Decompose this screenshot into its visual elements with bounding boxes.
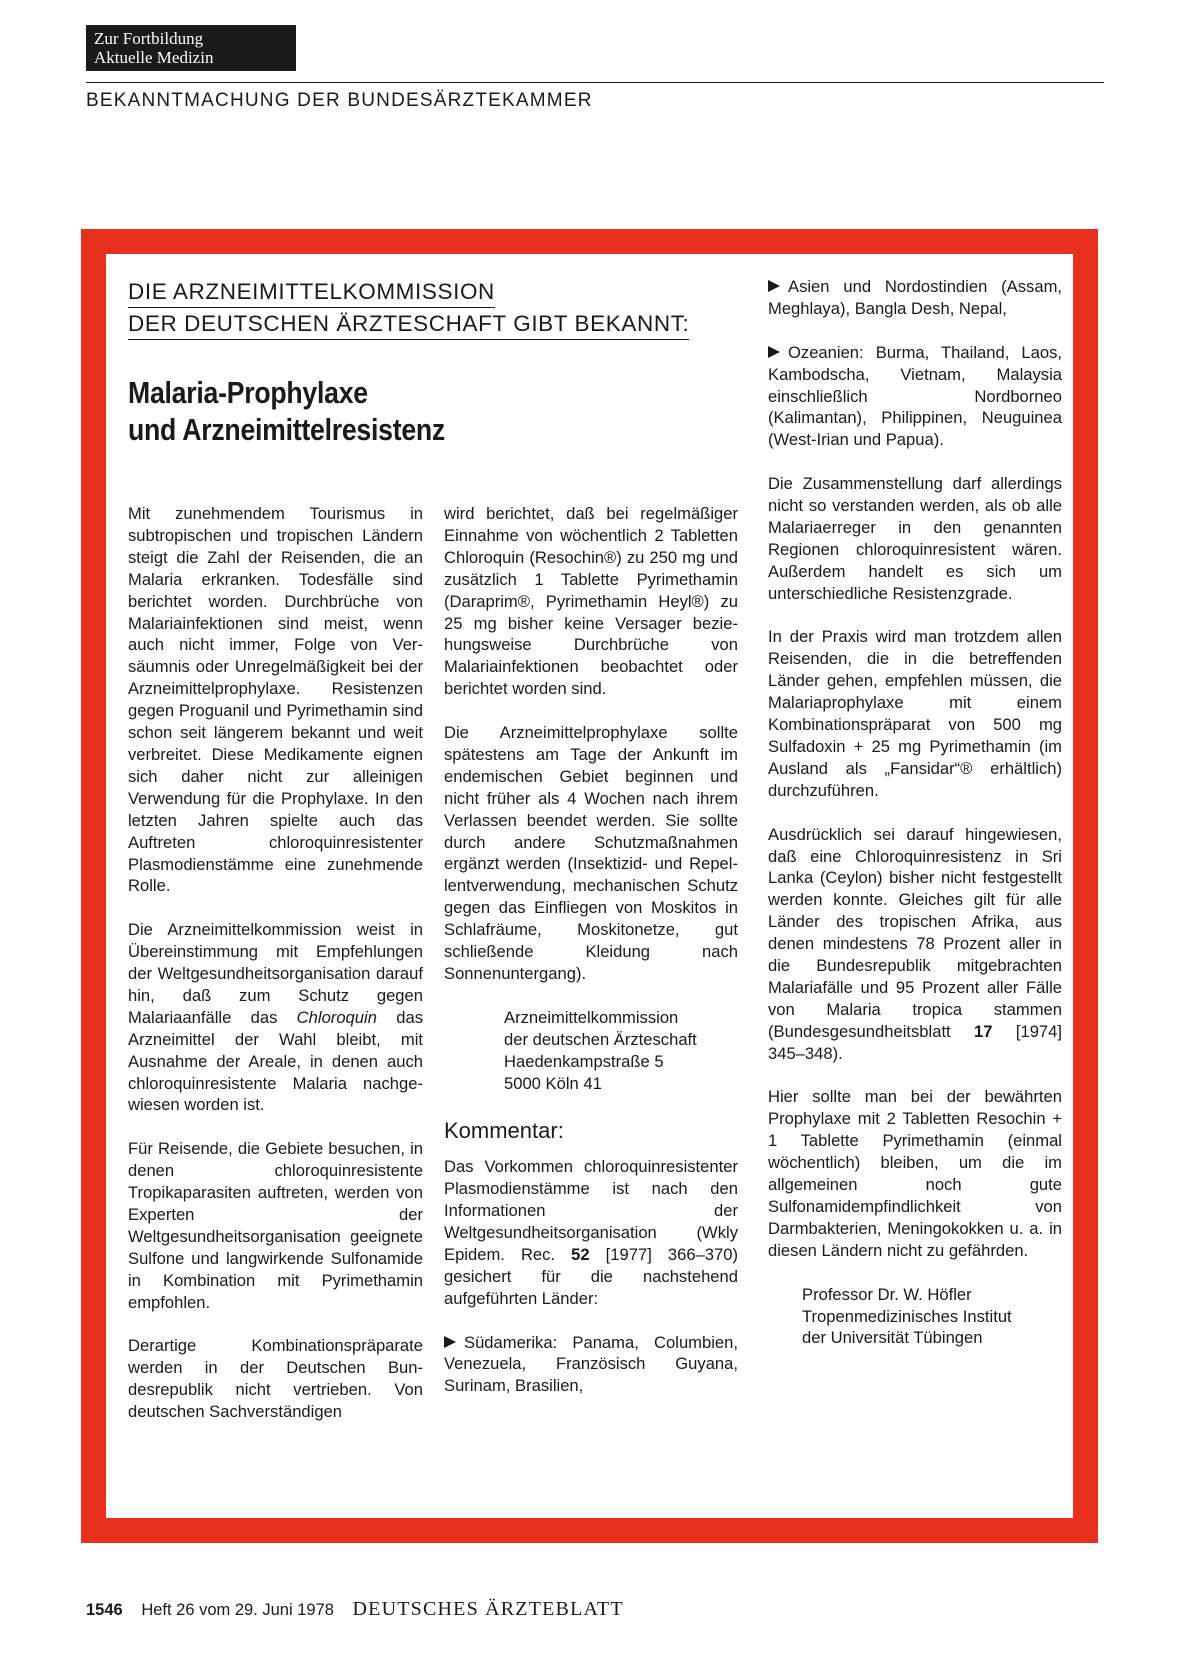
address-line: Arzneimittelkommission [504,1007,679,1027]
article-title-line2: und Arzneimittelresistenz [128,412,445,447]
paragraph: Mit zunehmendem Tourismus in subtropischen und tropischen Ländern steigt die Zahl der Reisenden, die an Malaria erkranken. Todesfälle sind berichtet worden. Durchbrüche von Malariainfektionen sind meist, wenn auch nicht immer, Folge von Versäumnis oder Unregelmäßigkeit bei der Arzneimittelprophylaxe. Resistenzen gegen Proguanil und Pyrimethamin sind schon seit längerem bekannt und weit verbreitet. Diese Medikamente eignen sich daher nicht zur alleinigen Verwendung für die Prophylaxe. In den letzten Jahren spielte auch das Auftreten chloroquinresistenter Plasmodienstämme eine zunehmende Rolle. [128,504,423,896]
issue-info: Heft 26 vom 29. Juni 1978 [141,1601,334,1619]
column-2 [444,503,738,1419]
paragraph: Derartige Kombinationspräparate werden in der Deutschen Bundesrepublik nicht vertrieben. Von deutschen Sachverständigen [128,1336,423,1422]
kicker [128,276,689,340]
article-title [128,374,445,448]
announcement-heading: BEKANNTMACHUNG DER BUNDESÄRZTEKAMMER [86,90,593,111]
section-label-line2: Aktuelle Medizin [94,48,214,67]
paragraph: Für Reisende, die Gebiete besuchen, in denen chloroquinresistente Tropikaparasiten auftreten, werden von Experten der Weltgesundheitsorganisation geeignete Sulfone und langwirkende Sulfonamide in Kombination mit Pyrimethamin empfohlen. [128,1139,423,1312]
bullet-item: Südamerika: Panama, Columbien, Venezuela, Französisch Guyana, Surinam, Brasilien, [444,1332,738,1396]
column-1 [128,503,423,1445]
kicker-line2: DER DEUTSCHEN ÄRZTESCHAFT GIBT BEKANNT: [128,308,689,340]
bullet-item: Asien und Nordostindien (Assam, Meghlaya), Bangla Desh, Nepal, [768,277,1062,318]
section-label [86,25,296,71]
triangle-bullet-icon [768,346,780,358]
commission-address [444,1007,738,1095]
address-line: Haedenkampstraße 5 [504,1051,664,1071]
paragraph: wird berichtet, daß bei regelmäßiger Einnahme von wöchentlich 2 Tabletten Chloroquin (Resochin®) zu 250 mg und zusätzlich 1 Tablette Pyrimethamin (Daraprim®, Pyrimethamin Heyl®) zu 25 mg bisher keine Versager beziehungsweise Durchbrüche von Malariainfektionen beobachtet oder berichtet worden sind. [444,504,738,699]
paragraph: Hier sollte man bei der bewährten Prophylaxe mit 2 Tabletten Resochin + 1 Tablette Pyrimethamin (einmal wöchentlich) bleiben, um die im allgemeinen noch gute Sulfonamidempfindlichkeit von Darmbakterien, Meningokokken u. a. in diesen Ländern nicht zu gefährden. [768,1087,1062,1260]
paragraph: In der Praxis wird man trotzdem allen Reisenden, die in die betreffenden Länder gehen, empfehlen müssen, die Malariaprophylaxe mit einem Kombinationspräparat von 500 mg Sulfadoxin + 25 mg Pyrimethamin (im Ausland als „Fansidar“® erhältlich) durchzuführen. [768,627,1062,800]
page-number: 1546 [86,1601,123,1619]
paragraph: Das Vorkommen chloroquinresistenter Plasmodienstämme ist nach den Informationen der Weltgesundheitsorganisation (Wkly Epidem. Rec. 52 [1977] 366–370) gesichert für die nachstehend aufgeführten Länder: [444,1157,739,1308]
article-title-line1: Malaria-Prophylaxe [128,375,368,410]
page-footer [86,1598,624,1621]
comment-heading: Kommentar: [444,1118,564,1144]
signature-line: der Universität Tübingen [802,1328,983,1348]
address-line: der deutschen Ärzteschaft [504,1029,697,1049]
author-signature [768,1284,1062,1350]
address-line: 5000 Köln 41 [504,1073,602,1093]
top-rule [86,82,1104,83]
triangle-bullet-icon [768,280,780,292]
drug-name-chloroquin: Chloroquin [296,1007,377,1027]
kicker-line1: DIE ARZNEIMITTELKOMMISSION [128,276,495,308]
paragraph: Die Arzneimittelprophylaxe sollte spätestens am Tage der Ankunft im endemischen Gebiet beginnen und nicht früher als 4 Wochen nach ihrem Verlassen beendet werden. Sie sollte durch andere Schutzmaßnahmen ergänzt werden (Insektizid- und Repellentverwendung, mechanischen Schutz gegen das Einfliegen von Moskitos in Schlafräume, Moskitonetze, gut schließende Kleidung nach Sonnenuntergang). [444,723,738,984]
bullet-item: Ozeanien: Burma, Thailand, Laos, Kambodscha, Vietnam, Malaysia einschließlich Nordborneo (Kalimantan), Philippinen, Neuguinea (West-Irian und Papua). [768,342,1062,450]
section-label-line1: Zur Fortbildung [94,29,204,48]
column-3 [768,276,1062,1349]
paragraph: Ausdrücklich sei darauf hingewiesen, daß eine Chloroquinresistenz in Sri Lanka (Ceylon) bisher nicht festgestellt werden konnte. Gleiches gilt für alle Länder des tropischen Afrika, aus denen mindestens 78 Prozent aller in die Bundesrepublik mitgebrachten Malariafälle und 95 Prozent aller Fälle von Malaria tropica stammen (Bundesgesundheitsblatt 17 [1974] 345–348). [768,824,1062,1063]
triangle-bullet-icon [444,1336,456,1348]
paragraph: Die Arzneimittelkommission weist in Übereinstimmung mit Empfehlungen der Weltgesundheitsorganisation darauf hin, daß zum Schutz gegen Malariaanfälle das Chloroquin das Arzneimittel der Wahl bleibt, mit Ausnahme der Areale, in denen auch chloroquinresistente Malaria nachgewiesen worden ist. [128,920,423,1115]
journal-name: DEUTSCHES ÄRZTEBLATT [352,1598,624,1620]
signature-line: Professor Dr. W. Höfler [802,1284,972,1304]
paragraph: Die Zusammenstellung darf allerdings nicht so verstanden werden, als ob alle Malariaerreger in den genannten Regionen chloroquinresistent wären. Außerdem handelt es sich um unterschiedliche Resistenzgrade. [768,474,1062,603]
signature-line: Tropenmedizinisches Institut [802,1306,1012,1326]
